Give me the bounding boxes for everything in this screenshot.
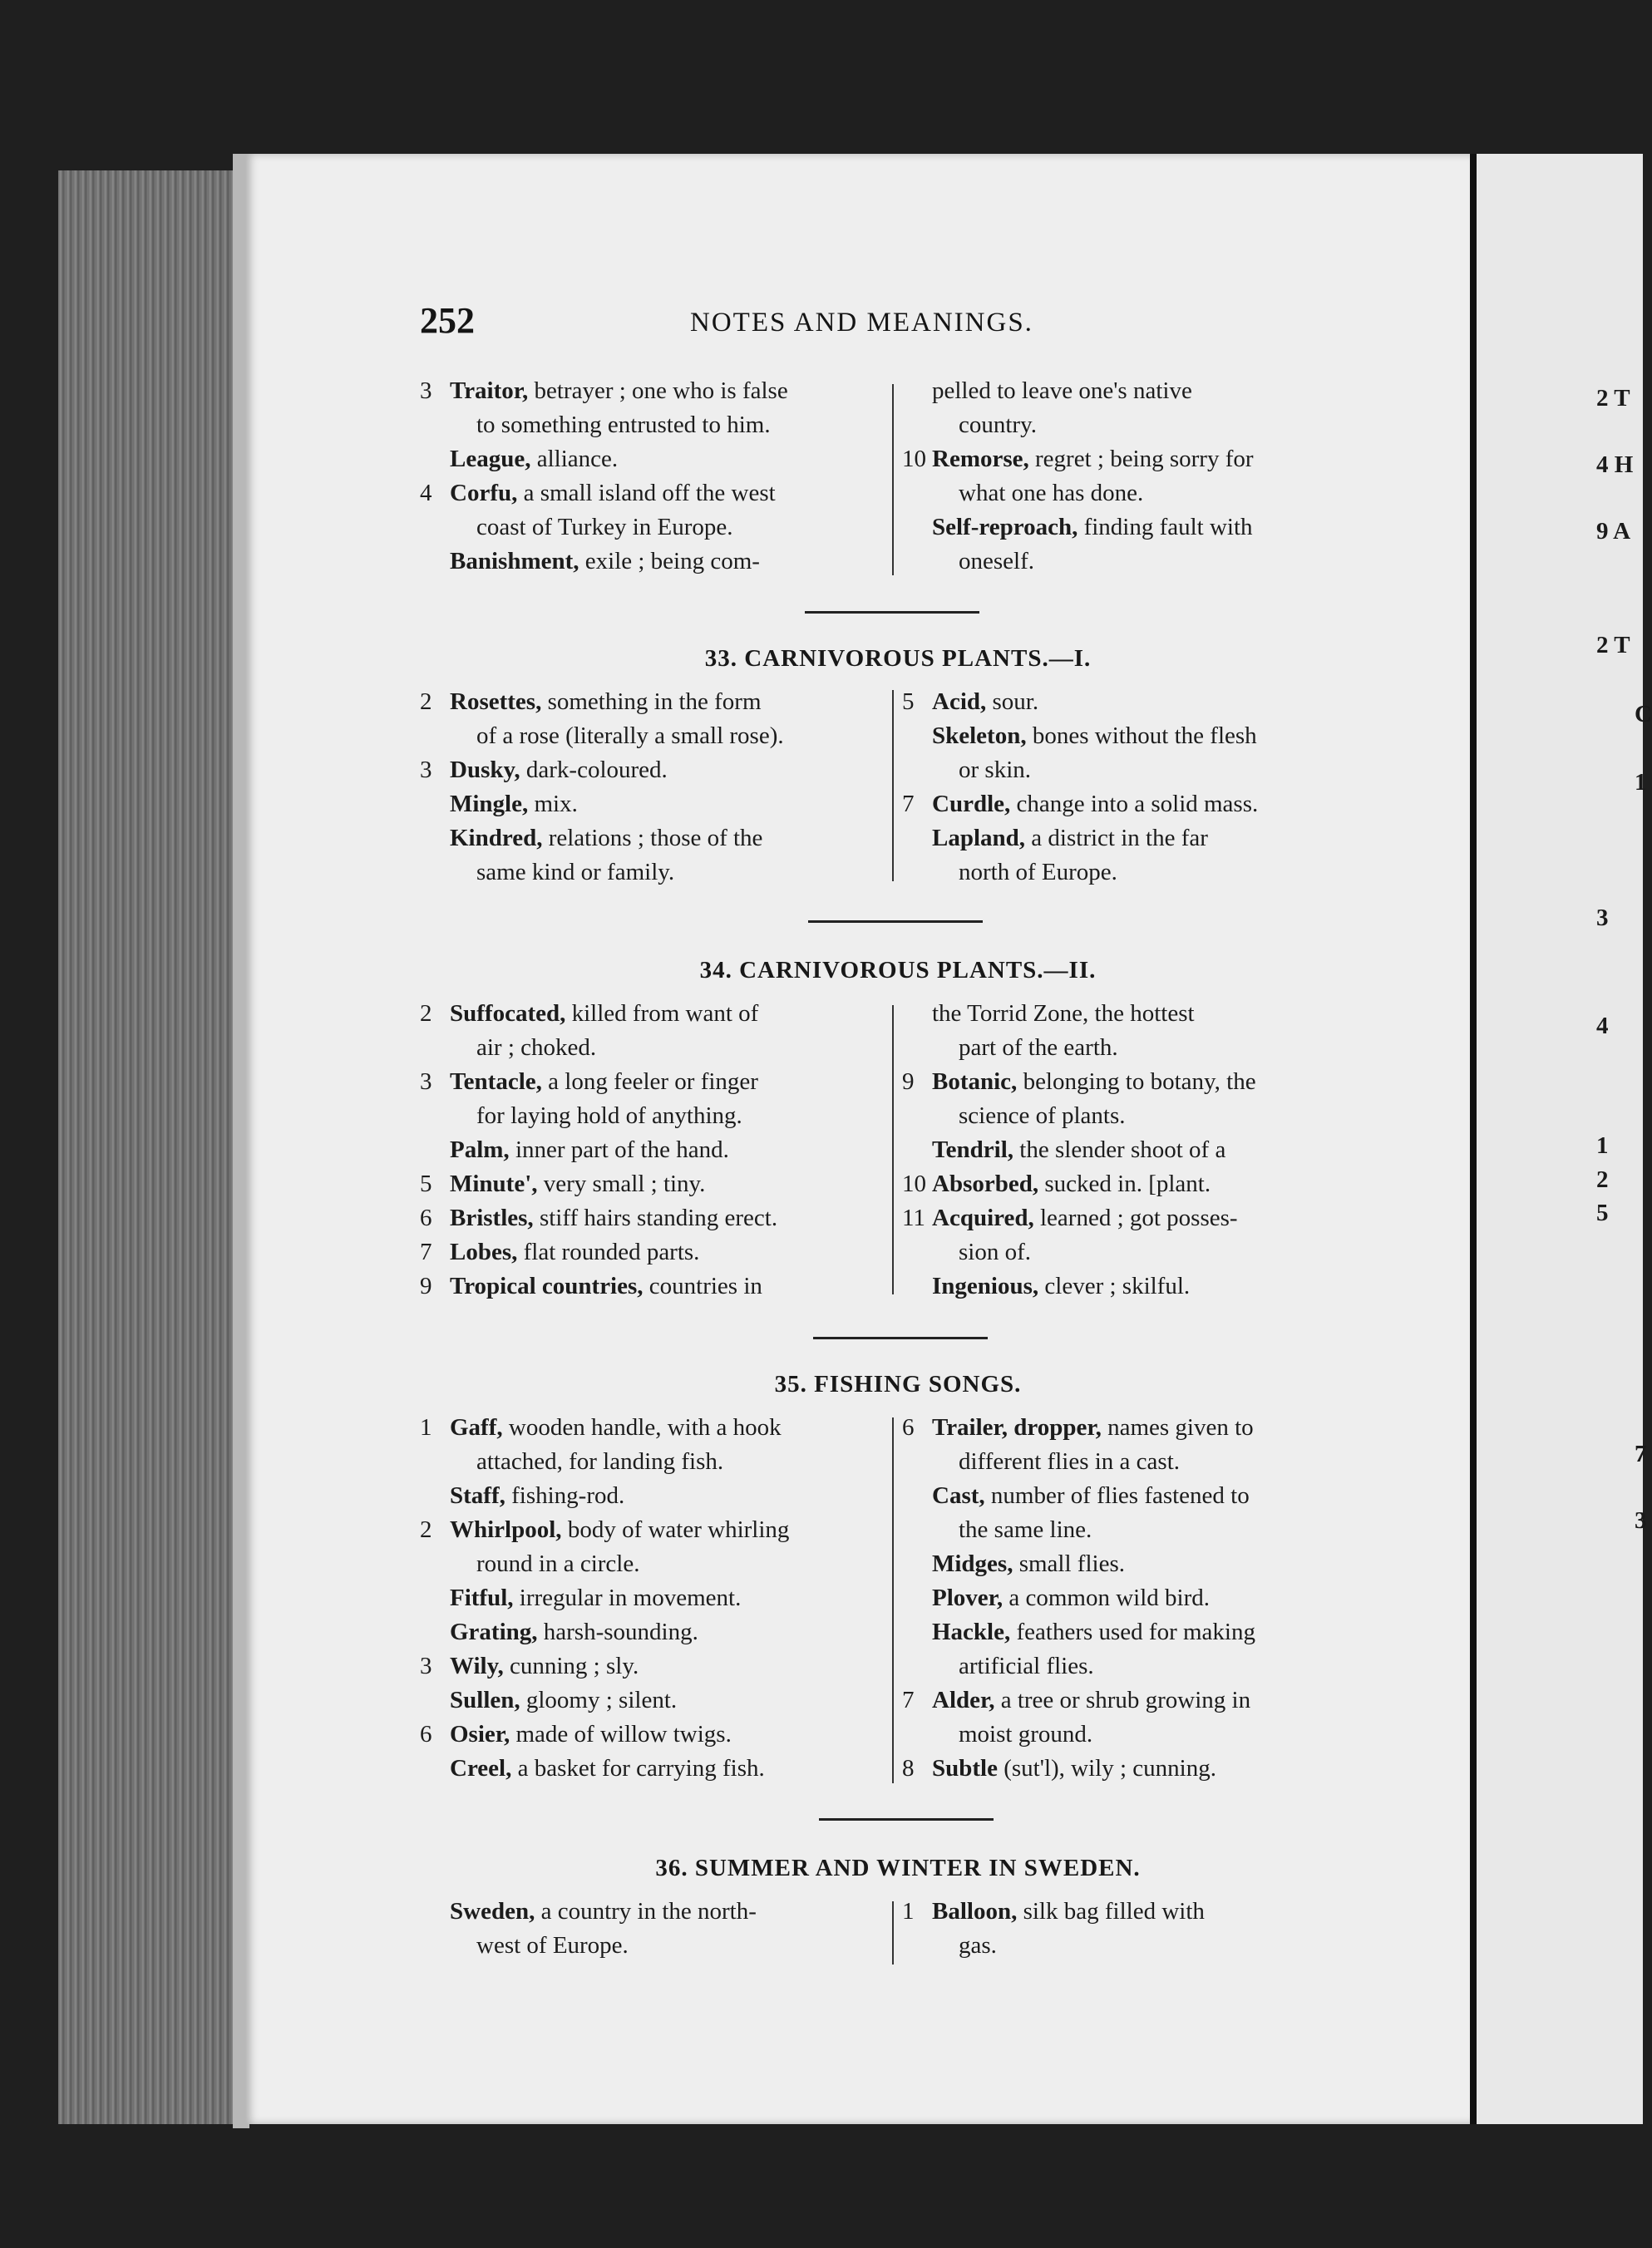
entry-definition: country. (959, 412, 1037, 438)
glossary-entry (902, 1615, 1368, 1684)
entry-line (450, 855, 885, 890)
entry-line (932, 821, 1368, 855)
entry-definition: stiff hairs standing erect. (533, 1205, 778, 1231)
entry-definition: gas. (959, 1932, 997, 1959)
entry-term: Staff, (450, 1482, 505, 1509)
entry-term: Osier, (450, 1721, 510, 1748)
entry-definition: relations ; those of the (542, 825, 763, 851)
entry-line (932, 1718, 1368, 1752)
line-number: 3 (420, 1068, 432, 1095)
entry-line (932, 1513, 1368, 1547)
entry-line (450, 1649, 885, 1684)
next-page-text: C (1635, 701, 1652, 727)
entry-term: Midges, (932, 1550, 1013, 1577)
glossary-entry (902, 1411, 1368, 1479)
next-page-text: 1 (1635, 769, 1647, 796)
entry-definition: same kind or family. (476, 859, 675, 885)
next-page-text: 3 (1635, 1507, 1647, 1534)
entry-definition: names given to (1101, 1414, 1254, 1441)
book-gutter (1470, 154, 1477, 2124)
line-number: 3 (420, 377, 432, 404)
entry-term: Traitor, (450, 377, 529, 404)
glossary-entry (420, 997, 885, 1065)
entry-line (450, 1133, 885, 1167)
entry-line (932, 1201, 1368, 1235)
entry-definition: small flies. (1013, 1550, 1125, 1577)
section-continued (420, 374, 1376, 582)
entry-definition: sion of. (959, 1239, 1031, 1265)
glossary-entry (902, 1065, 1368, 1133)
entry-definition: mix. (528, 791, 578, 817)
entry-line (450, 1684, 885, 1718)
glossary-entry (902, 1684, 1368, 1752)
entry-line (450, 1615, 885, 1649)
entry-definition: belonging to botany, the (1017, 1068, 1256, 1095)
entry-term: Acid, (932, 688, 987, 715)
entry-line (932, 1099, 1368, 1133)
entry-line (450, 1752, 885, 1786)
next-page-text: 2 T (1596, 632, 1630, 658)
entry-definition: a basket for carrying fish. (511, 1755, 765, 1782)
entry-term: Palm, (450, 1136, 510, 1163)
entry-definition: west of Europe. (476, 1932, 629, 1959)
section-36 (420, 1850, 1376, 1983)
entry-line (932, 1895, 1368, 1929)
entry-definition: wooden handle, with a hook (502, 1414, 782, 1441)
entry-definition: for laying hold of anything. (476, 1102, 742, 1129)
entry-definition: body of water whirling (561, 1516, 790, 1543)
entry-line (932, 1065, 1368, 1099)
left-column (420, 374, 885, 579)
line-number: 8 (902, 1755, 915, 1782)
entry-definition: to something entrusted to him. (476, 412, 771, 438)
entry-term: Skeleton, (932, 722, 1027, 749)
entry-line (450, 1167, 885, 1201)
entry-term: Trailer, dropper, (932, 1414, 1102, 1441)
entry-term: Suffocated, (450, 1000, 566, 1027)
entry-line (932, 1269, 1368, 1304)
running-title: NOTES AND MEANINGS. (690, 308, 1033, 338)
entry-term: Sweden, (450, 1898, 535, 1925)
next-page-text: 5 (1596, 1200, 1609, 1226)
glossary-entry (420, 545, 885, 579)
glossary-entry (420, 1411, 885, 1479)
next-page-text: 1 (1596, 1132, 1609, 1159)
glossary-entry (420, 1479, 885, 1513)
entry-term: Lapland, (932, 825, 1026, 851)
entry-definition: exile ; being com- (579, 548, 760, 574)
entry-definition: gloomy ; silent. (520, 1687, 678, 1713)
right-column (902, 685, 1368, 890)
glossary-entry (420, 1581, 885, 1615)
glossary-entry (420, 821, 885, 890)
section-33 (420, 640, 1376, 906)
entry-line (932, 1615, 1368, 1649)
glossary-entry (902, 510, 1368, 579)
glossary-entry (420, 1684, 885, 1718)
entry-line (932, 1684, 1368, 1718)
entry-line (450, 1895, 885, 1929)
entry-term: Sullen, (450, 1687, 520, 1713)
glossary-entry (902, 1547, 1368, 1581)
glossary-entry (902, 1752, 1368, 1786)
entry-definition: inner part of the hand. (509, 1136, 729, 1163)
glossary-entry (420, 1133, 885, 1167)
entry-term: Dusky, (450, 757, 520, 783)
line-number: 6 (420, 1205, 432, 1231)
entry-term: Subtle (932, 1755, 998, 1782)
entry-line (932, 1235, 1368, 1269)
entry-definition: learned ; got posses- (1033, 1205, 1238, 1231)
glossary-entry (420, 374, 885, 442)
entry-definition: pelled to leave one's native (932, 377, 1192, 404)
left-column (420, 997, 885, 1304)
glossary-entry (420, 1615, 885, 1649)
entry-term: Lobes, (450, 1239, 518, 1265)
line-number: 7 (902, 1687, 915, 1713)
line-number: 6 (902, 1414, 915, 1441)
entry-term: Acquired, (932, 1205, 1034, 1231)
next-page-text: 4 H (1596, 451, 1634, 478)
entry-definition: made of willow twigs. (510, 1721, 732, 1748)
entry-definition: betrayer ; one who is false (528, 377, 788, 404)
glossary-entry (420, 1269, 885, 1304)
entry-definition: round in a circle. (476, 1550, 640, 1577)
left-column (420, 1895, 885, 1963)
entry-term: Cast, (932, 1482, 985, 1509)
entry-line (932, 787, 1368, 821)
entry-line (932, 1031, 1368, 1065)
section-34 (420, 952, 1376, 1301)
entry-definition: the Torrid Zone, the hottest (932, 1000, 1195, 1027)
line-number: 2 (420, 1516, 432, 1543)
page-number: 252 (420, 300, 475, 341)
entry-definition: dark-coloured. (520, 757, 668, 783)
line-number: 5 (902, 688, 915, 715)
entry-term: Kindred, (450, 825, 543, 851)
entry-line (932, 1547, 1368, 1581)
entry-line (450, 1929, 885, 1963)
section-35 (420, 1366, 1376, 1807)
entry-line (450, 1201, 885, 1235)
entry-definition: a district in the far (1025, 825, 1208, 851)
line-number: 1 (420, 1414, 432, 1441)
next-page-text: 3 (1596, 905, 1609, 931)
entry-line (450, 374, 885, 408)
entry-definition: sucked in. [plant. (1038, 1171, 1211, 1197)
glossary-entry (420, 787, 885, 821)
line-number: 11 (902, 1205, 925, 1231)
entry-line (932, 545, 1368, 579)
entry-line (932, 719, 1368, 753)
next-page-text: 7 (1635, 1441, 1647, 1467)
right-column (902, 374, 1368, 579)
entry-term: Tentacle, (450, 1068, 542, 1095)
entry-line (450, 997, 885, 1031)
section-title: 34. CARNIVOROUS PLANTS.—II. (699, 957, 1097, 984)
entry-definition: finding fault with (1077, 514, 1253, 540)
entry-term: Plover, (932, 1585, 1004, 1611)
line-number: 7 (420, 1239, 432, 1265)
entry-definition: moist ground. (959, 1721, 1093, 1748)
glossary-entry (420, 753, 885, 787)
entry-line (932, 1649, 1368, 1684)
glossary-entry (420, 1752, 885, 1786)
entry-term: Mingle, (450, 791, 529, 817)
entry-term: Tropical countries, (450, 1273, 644, 1299)
glossary-entry (420, 1513, 885, 1581)
entry-line (932, 1445, 1368, 1479)
entry-line (932, 476, 1368, 510)
column-rule (892, 384, 894, 575)
entry-definition: very small ; tiny. (537, 1171, 706, 1197)
entry-term: Wily, (450, 1653, 504, 1679)
left-column (420, 685, 885, 890)
entry-line (450, 1031, 885, 1065)
line-number: 7 (902, 791, 915, 817)
entry-line (450, 1445, 885, 1479)
glossary-entry (420, 685, 885, 753)
entry-line (450, 442, 885, 476)
entry-term: Curdle, (932, 791, 1011, 817)
entry-line (932, 1133, 1368, 1167)
glossary-entry (902, 1269, 1368, 1304)
entry-definition: air ; choked. (476, 1034, 597, 1061)
glossary-entry (420, 1718, 885, 1752)
entry-line (450, 545, 885, 579)
entry-definition: change into a solid mass. (1010, 791, 1259, 817)
entry-definition: a country in the north- (535, 1898, 757, 1925)
entry-definition: something in the form (541, 688, 762, 715)
line-number: 4 (420, 480, 432, 506)
glossary-entry (902, 1167, 1368, 1201)
line-number: 2 (420, 688, 432, 715)
entry-definition: irregular in movement. (513, 1585, 742, 1611)
entry-term: Grating, (450, 1619, 538, 1645)
entry-definition: what one has done. (959, 480, 1144, 506)
next-page-text: 2 (1596, 1166, 1609, 1193)
entry-line (932, 1411, 1368, 1445)
page-stack-edges (58, 170, 249, 2124)
column-rule (892, 1417, 894, 1783)
entry-definition: attached, for landing fish. (476, 1448, 724, 1475)
entry-definition: (sut'l), wily ; cunning. (997, 1755, 1216, 1782)
entry-line (450, 685, 885, 719)
section-divider (819, 1818, 994, 1821)
entry-line (450, 1065, 885, 1099)
entry-term: Alder, (932, 1687, 995, 1713)
entry-line (450, 719, 885, 753)
entry-line (450, 1479, 885, 1513)
entry-line (450, 510, 885, 545)
entry-line (450, 1235, 885, 1269)
entry-line (450, 821, 885, 855)
entry-definition: a small island off the west (517, 480, 776, 506)
line-number: 3 (420, 1653, 432, 1679)
entry-definition: sour. (986, 688, 1039, 715)
entry-line (450, 1581, 885, 1615)
entry-definition: part of the earth. (959, 1034, 1118, 1061)
next-page-text: 2 T (1596, 385, 1630, 412)
glossary-entry (420, 476, 885, 545)
entry-line (450, 1718, 885, 1752)
entry-definition: regret ; being sorry for (1028, 446, 1254, 472)
entry-definition: the same line. (959, 1516, 1092, 1543)
entry-definition: harsh-sounding. (537, 1619, 698, 1645)
entry-line (932, 855, 1368, 890)
entry-definition: north of Europe. (959, 859, 1117, 885)
entry-definition: alliance. (530, 446, 619, 472)
entry-definition: a long feeler or finger (541, 1068, 758, 1095)
entry-term: League, (450, 446, 531, 472)
entry-term: Corfu, (450, 480, 518, 506)
section-divider (813, 1337, 988, 1339)
entry-definition: killed from want of (565, 1000, 759, 1027)
entry-line (932, 1752, 1368, 1786)
entry-line (932, 1479, 1368, 1513)
entry-term: Tendril, (932, 1136, 1014, 1163)
glossary-entry (902, 1581, 1368, 1615)
entry-term: Minute', (450, 1171, 538, 1197)
glossary-entry (902, 1133, 1368, 1167)
entry-definition: feathers used for making (1010, 1619, 1255, 1645)
entry-term: Rosettes, (450, 688, 542, 715)
next-page-fragment (1477, 154, 1652, 2124)
entry-term: Ingenious, (932, 1273, 1039, 1299)
entry-line (932, 510, 1368, 545)
entry-term: Balloon, (932, 1898, 1018, 1925)
entry-term: Self-reproach, (932, 514, 1078, 540)
entry-line (450, 476, 885, 510)
entry-line (450, 1269, 885, 1304)
glossary-entry (902, 1201, 1368, 1269)
entry-line (450, 787, 885, 821)
entry-definition: or skin. (959, 757, 1031, 783)
glossary-entry (420, 1201, 885, 1235)
entry-definition: artificial flies. (959, 1653, 1094, 1679)
entry-line (450, 1547, 885, 1581)
glossary-entry (420, 1167, 885, 1201)
section-title: 36. SUMMER AND WINTER IN SWEDEN. (655, 1855, 1141, 1881)
entry-term: Gaff, (450, 1414, 503, 1441)
entry-line (932, 408, 1368, 442)
entry-line (450, 1411, 885, 1445)
entry-line (932, 374, 1368, 408)
right-column (902, 1411, 1368, 1786)
section-title: 33. CARNIVOROUS PLANTS.—I. (704, 645, 1092, 672)
entry-definition: cunning ; sly. (503, 1653, 639, 1679)
entry-definition: the slender shoot of a (1013, 1136, 1226, 1163)
glossary-entry (902, 1479, 1368, 1547)
entry-definition: different flies in a cast. (959, 1448, 1180, 1475)
right-column (902, 997, 1368, 1304)
entry-line (450, 1513, 885, 1547)
line-number: 9 (420, 1273, 432, 1299)
entry-term: Bristles, (450, 1205, 534, 1231)
entry-definition: number of flies fastened to (984, 1482, 1250, 1509)
entry-term: Remorse, (932, 446, 1029, 472)
entry-definition: a tree or shrub growing in (994, 1687, 1251, 1713)
glossary-entry (420, 1235, 885, 1269)
entry-definition: fishing-rod. (505, 1482, 625, 1509)
line-number: 2 (420, 1000, 432, 1027)
entry-definition: a common wild bird. (1003, 1585, 1210, 1611)
section-title: 35. FISHING SONGS. (774, 1371, 1022, 1398)
glossary-entry (902, 1895, 1368, 1963)
entry-line (932, 1929, 1368, 1963)
entry-line (450, 753, 885, 787)
column-rule (892, 1005, 894, 1294)
glossary-entry (420, 1649, 885, 1684)
entry-term: Whirlpool, (450, 1516, 562, 1543)
entry-definition: coast of Turkey in Europe. (476, 514, 733, 540)
entry-definition: of a rose (literally a small rose). (476, 722, 784, 749)
glossary-entry (902, 719, 1368, 787)
line-number: 9 (902, 1068, 915, 1095)
glossary-entry (902, 685, 1368, 719)
entry-line (932, 442, 1368, 476)
column-rule (892, 690, 894, 881)
glossary-entry (420, 1065, 885, 1133)
entry-definition: countries in (643, 1273, 762, 1299)
entry-definition: clever ; skilful. (1038, 1273, 1191, 1299)
entry-term: Banishment, (450, 548, 579, 574)
right-column (902, 1895, 1368, 1963)
entry-definition: bones without the flesh (1026, 722, 1257, 749)
entry-definition: science of plants. (959, 1102, 1126, 1129)
glossary-entry (902, 374, 1368, 442)
entry-line (932, 1581, 1368, 1615)
entry-line (932, 685, 1368, 719)
glossary-entry (420, 1895, 885, 1963)
glossary-entry (902, 997, 1368, 1065)
next-page-text: 4 (1596, 1013, 1609, 1039)
line-number: 3 (420, 757, 432, 783)
entry-definition: flat rounded parts. (517, 1239, 700, 1265)
left-column (420, 1411, 885, 1786)
line-number: 10 (902, 446, 926, 472)
entry-definition: silk bag filled with (1017, 1898, 1205, 1925)
next-page-text: 9 A (1596, 518, 1631, 545)
section-divider (805, 611, 979, 614)
line-number: 10 (902, 1171, 926, 1197)
entry-line (450, 408, 885, 442)
entry-term: Botanic, (932, 1068, 1018, 1095)
line-number: 1 (902, 1898, 915, 1925)
entry-line (450, 1099, 885, 1133)
glossary-entry (902, 442, 1368, 510)
glossary-entry (420, 442, 885, 476)
entry-term: Hackle, (932, 1619, 1011, 1645)
line-number: 6 (420, 1721, 432, 1748)
entry-line (932, 753, 1368, 787)
column-rule (892, 1901, 894, 1965)
entry-term: Fitful, (450, 1585, 514, 1611)
section-divider (808, 920, 983, 923)
entry-line (932, 997, 1368, 1031)
entry-term: Absorbed, (932, 1171, 1039, 1197)
line-number: 5 (420, 1171, 432, 1197)
page-header (420, 299, 1376, 349)
glossary-entry (902, 821, 1368, 890)
glossary-entry (902, 787, 1368, 821)
entry-line (932, 1167, 1368, 1201)
entry-term: Creel, (450, 1755, 512, 1782)
entry-definition: oneself. (959, 548, 1034, 574)
